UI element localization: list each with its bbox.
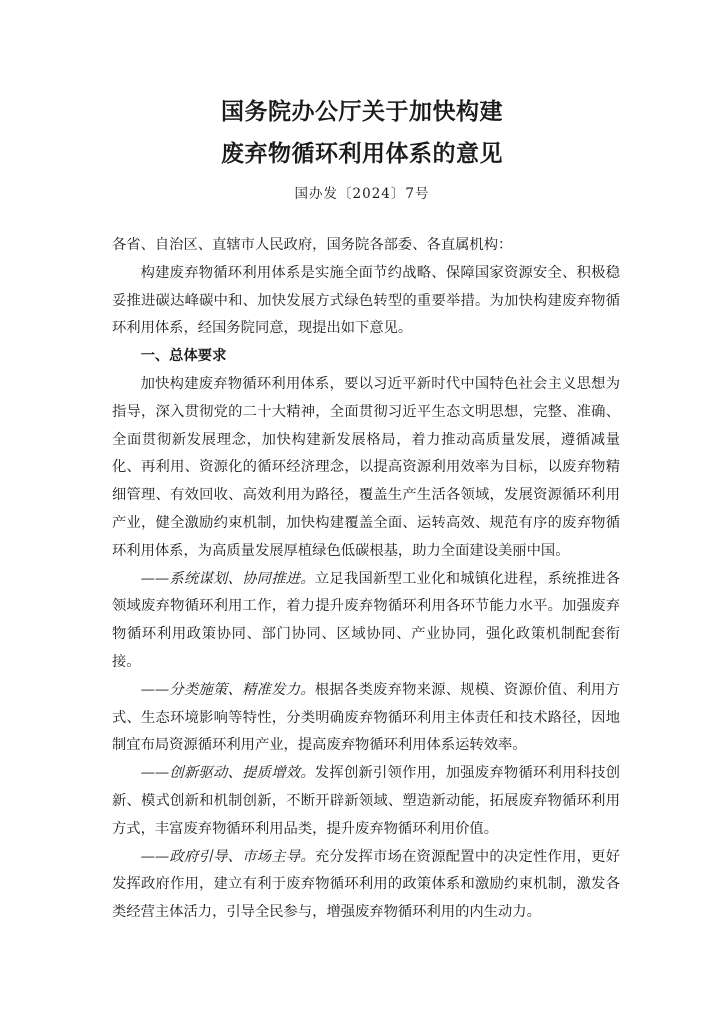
section-paragraph: 加快构建废弃物循环利用体系，要以习近平新时代中国特色社会主义思想为指导，深入贯彻党的二十大精神，全面贯彻习近平生态文明思想，完整、准确、全面贯彻新发展理念，加快构建新发展格局，着力推动高质量发展，遵循减量化、再利用、资源化的循环经济理念，以提高资源利用效率为目标，以废弃物精细管理、有效回收、高效利用为路径，覆盖生产生活各领域，发展资源循环利用产业，健全激励约束机制，加快构建覆盖全面、运转高效、规范有序的废弃物循环利用体系，为高质量发展厚植绿色低碳根基，助力全面建设美丽中国。 xyxy=(112,375,620,559)
document-number: 国办发〔2024〕7号 xyxy=(294,186,430,202)
principle-text: 根据各类废弃物来源、规模、资源价值、利用方式、生态环境影响等特性，分类明确废弃物循环利用主体责任和技术路径，因地制宜布局资源循环利用产业，提高废弃物循环利用体系运转效率。 xyxy=(112,681,621,754)
principle-paragraph xyxy=(112,566,620,677)
section-heading: 一、总体要求 xyxy=(140,348,227,365)
principle-text: 立足我国新型工业化和城镇化进程，系统推进各领域废弃物循环利用工作，着力提升废弃物循环利用各环节能力水平。加强废弃物循环利用政策协同、部门协同、区域协同、产业协同，强化政策机制配套衔接。 xyxy=(112,570,621,670)
principle-keyword: ——系统谋划、协同推进。 xyxy=(140,570,315,587)
salutation: 各省、自治区、直辖市人民政府，国务院各部委、各直属机构： xyxy=(112,237,513,253)
principle-paragraph xyxy=(112,760,620,843)
principle-keyword: ——分类施策、精准发力。 xyxy=(140,681,315,698)
principle-paragraph xyxy=(112,677,620,760)
principle-keyword: ——政府引导、市场主导。 xyxy=(140,848,315,865)
principle-text: 充分发挥市场在资源配置中的决定性作用，更好发挥政府作用，建立有利于废弃物循环利用的政策体系和激励约束机制，激发各类经营主体活力，引导全民参与，增强废弃物循环利用的内生动力。 xyxy=(112,848,621,921)
document-title-line1: 国务院办公厅关于加快构建 xyxy=(221,99,503,125)
intro-paragraph: 构建废弃物循环利用体系是实施全面节约战略、保障国家资源安全、积极稳妥推进碳达峰碳中和、加快发展方式绿色转型的重要举措。为加快构建废弃物循环利用体系，经国务院同意，现提出如下意见。 xyxy=(112,264,620,337)
principle-text: 发挥创新引领作用，加强废弃物循环利用科技创新、模式创新和机制创新，不断开辟新领域、塑造新动能，拓展废弃物循环利用方式，丰富废弃物循环利用品类，提升废弃物循环利用价值。 xyxy=(112,765,621,837)
document-body xyxy=(112,232,620,927)
principle-paragraph xyxy=(112,844,620,927)
document-title-line2: 废弃物循环利用体系的意见 xyxy=(221,141,503,167)
principle-keyword: ——创新驱动、提质增效。 xyxy=(140,765,315,782)
